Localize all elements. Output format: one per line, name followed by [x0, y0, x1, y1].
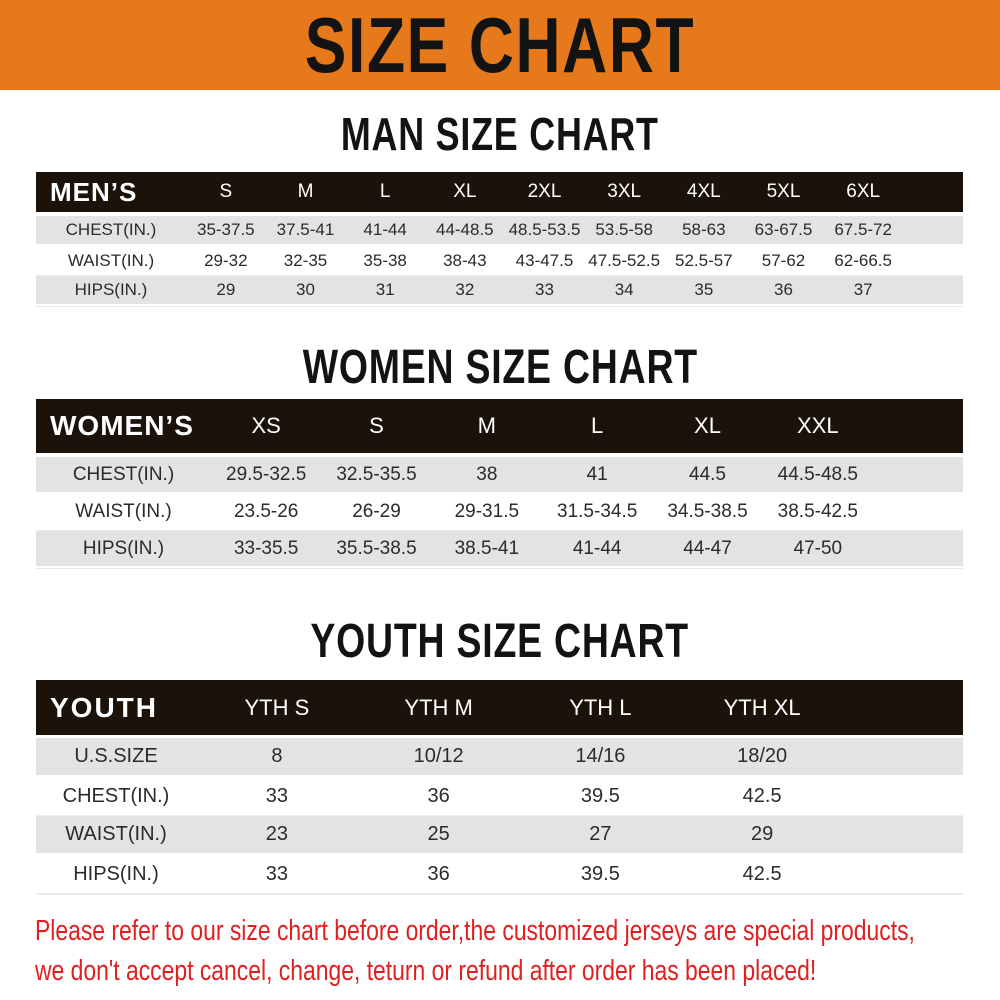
men-table-title: MEN’S — [50, 176, 138, 207]
row-label: WAIST(IN.) — [67, 250, 155, 270]
women-section-heading-text: WOMEN SIZE CHART — [302, 341, 698, 394]
men-size-col-2xl: 2XL — [527, 181, 562, 202]
size-cell: 44-47 — [683, 537, 732, 559]
size-cell: 10/12 — [413, 745, 464, 767]
women-size-col-xs: XS — [251, 413, 281, 438]
size-cell: 36 — [427, 784, 450, 807]
youth-table-header-row — [36, 680, 963, 735]
youth-table-body — [36, 738, 963, 894]
youth-section-heading — [0, 617, 1000, 667]
size-cell: 35-37.5 — [196, 220, 255, 239]
order-notice-line1: Please refer to our size chart before order,the customized jerseys are special products, — [35, 915, 915, 947]
size-cell: 41 — [586, 463, 608, 485]
size-cell: 29 — [751, 823, 774, 845]
youth-size-table — [36, 680, 963, 895]
size-cell: 62-66.5 — [834, 250, 892, 270]
row-label: CHEST(IN.) — [72, 463, 175, 485]
size-cell: 33 — [265, 784, 288, 807]
size-cell: 33-35.5 — [233, 537, 299, 559]
women-table-header-row — [36, 399, 963, 453]
size-cell: 44-48.5 — [435, 220, 494, 239]
men-size-col-l: L — [379, 181, 391, 202]
size-cell: 33 — [535, 280, 554, 299]
size-cell: 37.5-41 — [276, 220, 335, 239]
banner — [0, 0, 1000, 90]
men-row-chest — [36, 216, 963, 246]
men-size-col-xl: XL — [453, 181, 477, 202]
size-cell: 25 — [427, 823, 450, 845]
youth-row-chest — [36, 777, 963, 816]
women-size-col-xl: XL — [694, 413, 721, 438]
women-size-col-m: M — [477, 413, 496, 438]
size-cell: 36 — [774, 280, 793, 299]
size-cell: 29-31.5 — [454, 501, 520, 522]
size-cell: 31.5-34.5 — [557, 501, 638, 522]
row-label: CHEST(IN.) — [62, 784, 170, 807]
youth-table-title: YOUTH — [50, 691, 158, 723]
size-cell: 48.5-53.5 — [508, 220, 581, 239]
women-size-col-xxl: XXL — [797, 413, 839, 438]
size-cell: 18/20 — [737, 745, 788, 767]
men-table-body — [36, 216, 963, 306]
size-cell: 33 — [265, 862, 288, 885]
youth-size-col-l: YTH L — [569, 694, 632, 720]
size-cell: 39.5 — [580, 862, 620, 885]
men-size-col-4xl: 4XL — [686, 181, 721, 202]
row-label: WAIST(IN.) — [75, 501, 172, 522]
youth-row-ussize — [36, 738, 963, 777]
youth-row-hips — [36, 855, 963, 894]
women-row-hips — [36, 531, 963, 568]
women-size-col-l: L — [591, 413, 604, 438]
size-cell: 14/16 — [575, 745, 626, 767]
size-cell: 38.5-41 — [454, 537, 520, 559]
size-cell: 35-38 — [363, 250, 407, 270]
men-section-heading — [0, 108, 1000, 160]
size-cell: 29-32 — [204, 250, 248, 270]
men-size-table — [36, 172, 963, 307]
size-cell: 42.5 — [742, 784, 782, 807]
size-cell: 23.5-26 — [233, 501, 299, 522]
size-cell: 57-62 — [761, 250, 806, 270]
size-cell: 43-47.5 — [515, 250, 574, 270]
men-size-col-6xl: 6XL — [846, 181, 881, 202]
youth-size-col-s: YTH S — [244, 694, 310, 720]
size-cell: 42.5 — [742, 862, 782, 885]
women-row-chest — [36, 457, 963, 494]
men-section-heading-text: MAN SIZE CHART — [341, 108, 659, 160]
size-cell: 44.5 — [689, 463, 726, 485]
women-table-body — [36, 457, 963, 568]
size-cell: 38 — [476, 463, 498, 485]
size-cell: 34.5-38.5 — [667, 501, 748, 522]
men-table-header-row — [36, 172, 963, 212]
size-cell: 26-29 — [352, 501, 401, 522]
size-cell: 39.5 — [580, 784, 620, 807]
size-cell: 47-50 — [793, 537, 843, 559]
size-cell: 53.5-58 — [595, 220, 653, 239]
banner-title: SIZE CHART — [304, 1, 696, 89]
order-notice — [35, 911, 1000, 991]
row-label: CHEST(IN.) — [65, 220, 157, 239]
row-label: HIPS(IN.) — [82, 537, 165, 559]
size-cell: 41-44 — [572, 537, 622, 559]
size-cell: 44.5-48.5 — [777, 463, 858, 485]
youth-size-col-xl: YTH XL — [723, 694, 801, 720]
row-label: WAIST(IN.) — [65, 823, 167, 845]
men-row-hips — [36, 276, 963, 306]
size-cell: 36 — [427, 862, 450, 885]
size-cell: 35 — [694, 280, 714, 299]
size-cell: 27 — [589, 823, 612, 845]
men-size-col-m: M — [297, 181, 314, 202]
size-cell: 37 — [853, 280, 873, 299]
size-cell: 30 — [296, 280, 315, 299]
size-cell: 32.5-35.5 — [336, 463, 417, 485]
size-cell: 63-67.5 — [754, 220, 813, 239]
men-row-waist — [36, 246, 963, 276]
size-cell: 8 — [271, 745, 283, 767]
order-notice-line2: we don't accept cancel, change, teturn or refund after order has been placed! — [35, 955, 817, 987]
youth-row-waist — [36, 816, 963, 855]
size-cell: 47.5-52.5 — [588, 250, 661, 270]
size-cell: 38-43 — [443, 250, 487, 270]
youth-size-col-m: YTH M — [404, 694, 473, 720]
size-cell: 32 — [455, 280, 475, 299]
women-row-waist — [36, 494, 963, 531]
size-cell: 34 — [614, 280, 634, 299]
men-size-col-s: S — [219, 181, 233, 202]
women-size-col-s: S — [369, 413, 384, 438]
size-cell: 35.5-38.5 — [336, 537, 417, 559]
women-size-table — [36, 399, 963, 569]
row-label: U.S.SIZE — [74, 745, 158, 767]
size-cell: 32-35 — [283, 250, 328, 270]
size-cell: 31 — [375, 280, 395, 299]
youth-section-heading-text: YOUTH SIZE CHART — [310, 615, 690, 668]
size-cell: 52.5-57 — [674, 250, 733, 270]
men-size-col-5xl: 5XL — [766, 181, 801, 202]
row-label: HIPS(IN.) — [74, 280, 148, 299]
size-cell: 29.5-32.5 — [226, 463, 307, 485]
size-cell: 67.5-72 — [834, 220, 892, 239]
size-cell: 41-44 — [363, 220, 407, 239]
row-label: HIPS(IN.) — [73, 862, 159, 885]
size-cell: 23 — [265, 823, 288, 845]
women-table-title: WOMEN’S — [50, 410, 194, 441]
size-cell: 58-63 — [682, 220, 726, 239]
women-section-heading — [0, 343, 1000, 393]
men-size-col-3xl: 3XL — [607, 181, 642, 202]
size-cell: 38.5-42.5 — [777, 501, 858, 522]
size-cell: 29 — [216, 280, 236, 299]
